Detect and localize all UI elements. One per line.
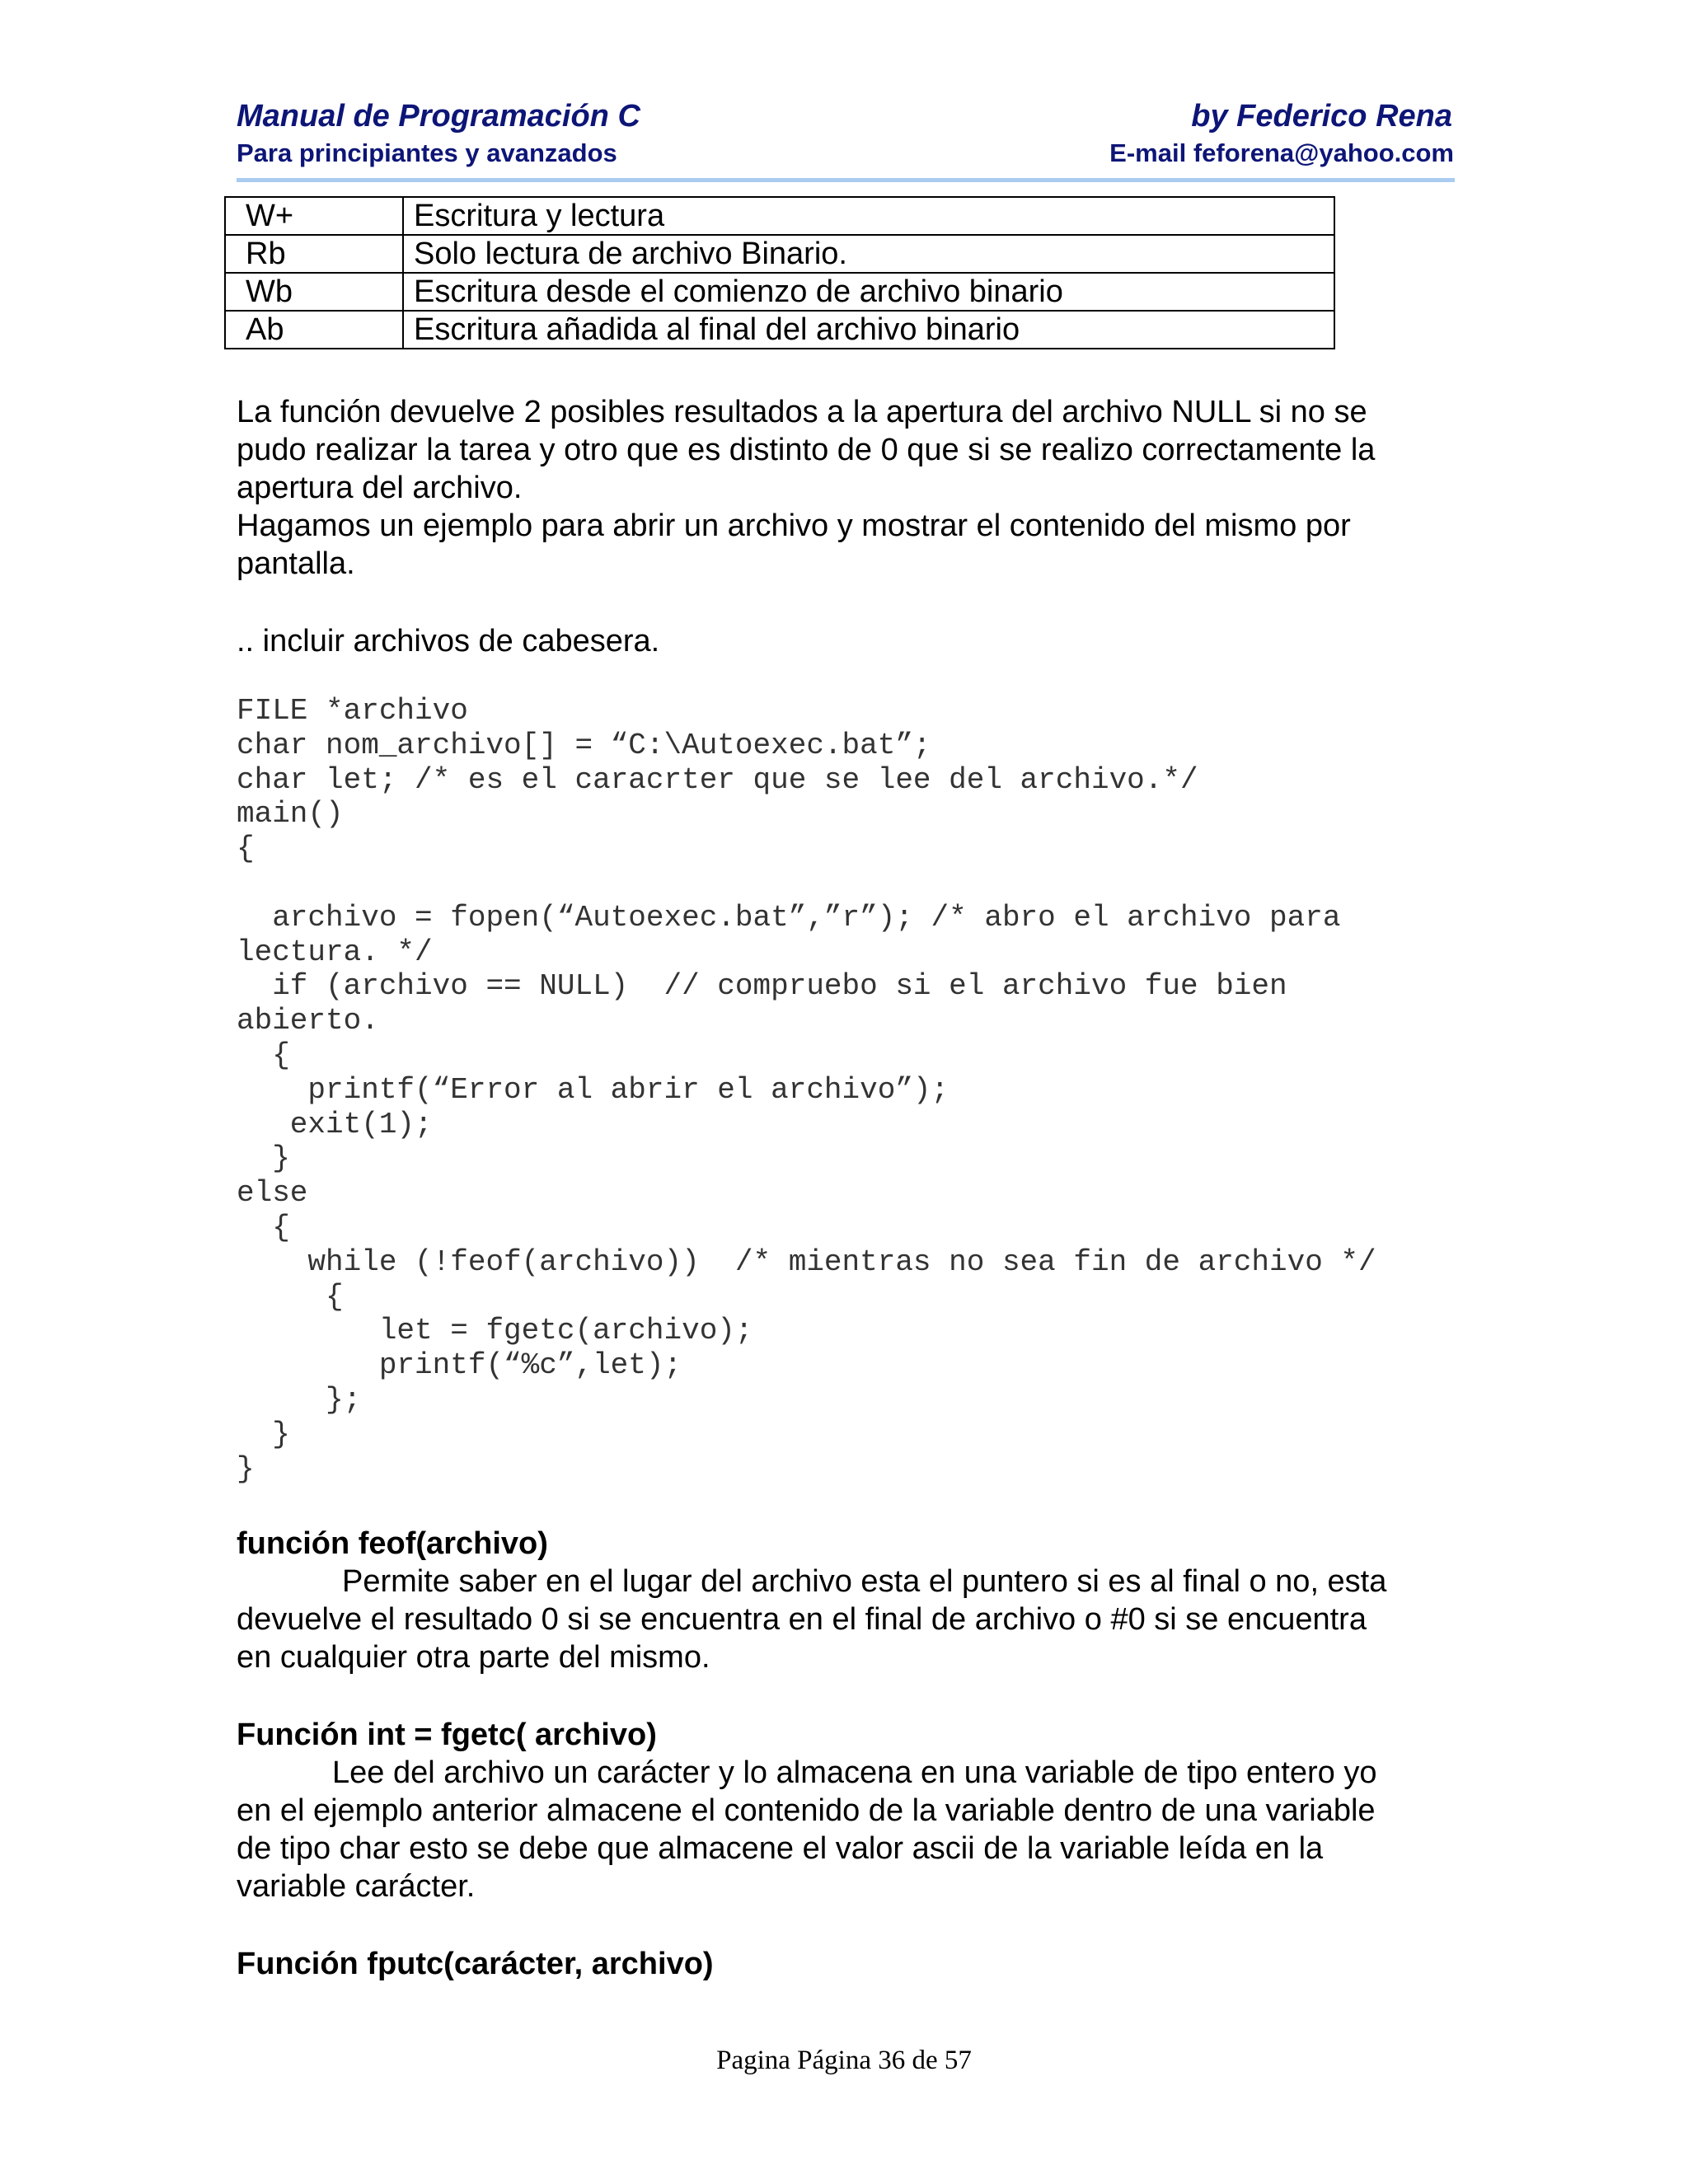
header-subtitle: Para principiantes y avanzados [237, 138, 617, 167]
code-line: }; [237, 1382, 362, 1417]
mode-cell: Wb [225, 273, 403, 311]
file-modes-table [224, 196, 1335, 349]
code-line: else [237, 1176, 308, 1211]
code-line: } [237, 1417, 290, 1451]
text-line: pudo realizar la tarea y otro que es distinto de 0 que si se realizo correctamente la [237, 433, 1376, 467]
text-line: Hagamos un ejemplo para abrir un archivo y mostrar el contenido del mismo por [237, 509, 1351, 543]
code-line: while (!feof(archivo)) /* mientras no sea fin de archivo */ [237, 1244, 1376, 1279]
text-line: devuelve el resultado 0 si se encuentra en el final de archivo o #0 si se encuentra [237, 1602, 1367, 1637]
code-line: let = fgetc(archivo); [237, 1314, 753, 1348]
text-line: apertura del archivo. [237, 471, 523, 505]
text-line: La función devuelve 2 posibles resultados a la apertura del archivo NULL si no se [237, 395, 1367, 429]
intro-paragraph [237, 393, 1456, 583]
text-line: de tipo char esto se debe que almacene el valor ascii de la variable leída en la [237, 1831, 1324, 1866]
text-line: en el ejemplo anterior almacene el contenido de la variable dentro de una variable [237, 1793, 1376, 1828]
feof-paragraph [237, 1563, 1456, 1676]
mode-description-cell: Escritura desde el comienzo de archivo binario [403, 273, 1334, 311]
mode-cell: Ab [225, 311, 403, 349]
code-line: { [237, 1038, 290, 1072]
code-line: printf(“Error al abrir el archivo”); [237, 1072, 950, 1107]
code-line [237, 866, 1376, 901]
code-line: abierto. [237, 1004, 379, 1038]
code-line: { [237, 832, 255, 866]
header-title: Manual de Programación C [237, 99, 640, 134]
table-row [225, 235, 1334, 273]
code-line: if (archivo == NULL) // compruebo si el archivo fue bien [237, 969, 1287, 1004]
page-footer: Pagina Página 36 de 57 [716, 2046, 972, 2075]
code-line: FILE *archivo [237, 694, 468, 728]
code-line: { [237, 1279, 344, 1314]
code-line: } [237, 1141, 290, 1176]
mode-description-cell: Escritura añadida al final del archivo binario [403, 311, 1334, 349]
code-line: archivo = fopen(“Autoexec.bat”,”r”); /* abro el archivo para [237, 900, 1341, 935]
code-line: lectura. */ [237, 935, 433, 969]
text-line: Lee del archivo un carácter y lo almacena en una variable de tipo entero yo [332, 1755, 1377, 1790]
section-heading-fgetc: Función int = fgetc( archivo) [237, 1718, 657, 1752]
text-line: variable carácter. [237, 1869, 476, 1904]
text-line: Permite saber en el lugar del archivo esta el puntero si es al final o no, esta [342, 1564, 1387, 1599]
code-line: char let; /* es el caracrter que se lee del archivo.*/ [237, 762, 1198, 797]
code-block [237, 694, 1376, 1486]
code-line: exit(1); [237, 1107, 433, 1141]
code-line: main() [237, 797, 344, 832]
header-author: by Federico Rena [1191, 99, 1452, 134]
section-heading-fputc: Función fputc(carácter, archivo) [237, 1947, 714, 1981]
mode-cell: Rb [225, 235, 403, 273]
header-divider [237, 178, 1455, 182]
text-line: en cualquier otra parte del mismo. [237, 1640, 710, 1675]
section-heading-feof: función feof(archivo) [237, 1526, 548, 1561]
mode-description-cell: Escritura y lectura [403, 197, 1334, 235]
header-email: E-mail feforena@yahoo.com [1109, 138, 1454, 167]
include-note: .. incluir archivos de cabesera. [237, 624, 660, 658]
mode-cell: W+ [225, 197, 403, 235]
table-row [225, 197, 1334, 235]
fgetc-paragraph [237, 1754, 1456, 1905]
code-line: char nom_archivo[] = “C:\Autoexec.bat”; [237, 728, 931, 762]
table-row [225, 273, 1334, 311]
text-line: pantalla. [237, 546, 355, 581]
code-line: { [237, 1210, 290, 1244]
table-row [225, 311, 1334, 349]
code-line: printf(“%c”,let); [237, 1348, 682, 1383]
code-line: } [237, 1451, 255, 1486]
mode-description-cell: Solo lectura de archivo Binario. [403, 235, 1334, 273]
